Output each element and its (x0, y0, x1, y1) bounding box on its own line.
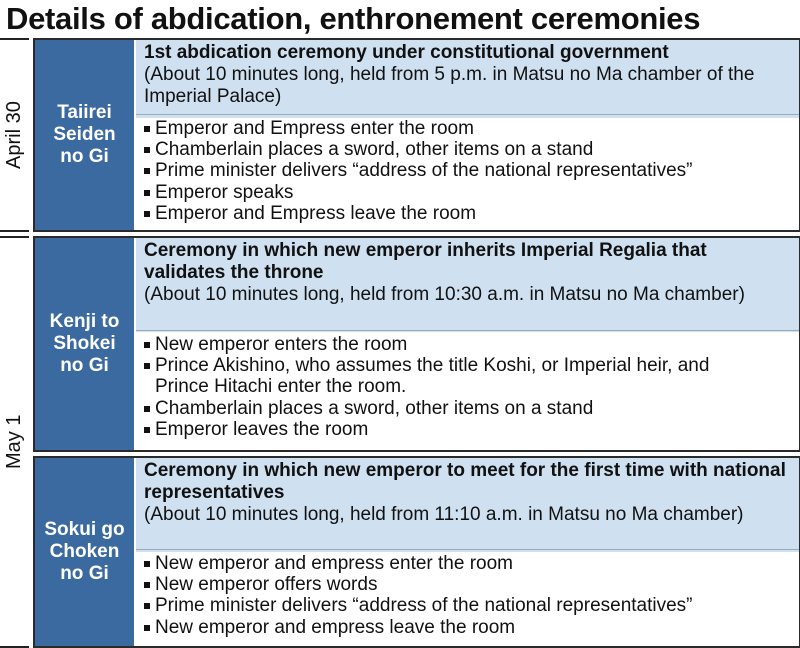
ceremony-name (35, 458, 134, 646)
page-title: Details of abdication, enthronement ceremonies (6, 1, 701, 36)
ceremony-heading: Ceremony in which new emperor to meet for the first time with national representatives (144, 460, 786, 503)
ceremony-name-line: Sokui go (44, 519, 125, 540)
list-item: Emperor leaves the room (143, 419, 795, 440)
ceremony-heading: 1st abdication ceremony under constitutional government (144, 42, 669, 63)
ceremony-name-line: no Gi (60, 146, 109, 167)
list-item: Prime minister delivers “address of the national representatives” (143, 160, 795, 181)
list-item: New emperor and empress leave the room (143, 617, 795, 638)
list-item: New emperor offers words (143, 574, 795, 595)
ceremony-heading: Ceremony in which new emperor inherits Imperial Regalia that validates the throne (144, 240, 707, 283)
ceremony-description: (About 10 minutes long, held from 11:10 a.m. in Matsu no Ma chamber) (144, 504, 744, 525)
list-item: Emperor and Empress leave the room (143, 203, 795, 224)
date-group-april-30 (0, 38, 29, 232)
ceremony-block-kenji (33, 236, 800, 452)
ceremony-name-line: no Gi (60, 563, 109, 584)
list-item: Prince Akishino, who assumes the title Koshi, or Imperial heir, and (143, 355, 795, 376)
list-item: Chamberlain places a sword, other items on a stand (143, 139, 795, 160)
ceremony-block-taiirei (33, 38, 800, 232)
list-item: New emperor enters the room (143, 334, 795, 355)
list-item: New emperor and empress enter the room (143, 553, 795, 574)
list-item: Emperor and Empress enter the room (143, 118, 795, 139)
ceremony-name-line: no Gi (60, 355, 109, 376)
ceremony-name (35, 238, 134, 450)
ceremony-steps (136, 114, 799, 230)
ceremony-header (136, 238, 799, 332)
ceremony-name (35, 40, 134, 230)
list-item: Chamberlain places a sword, other items on a stand (143, 398, 795, 419)
date-label-may-1: May 1 (3, 414, 25, 470)
ceremony-name-line: Choken (49, 541, 120, 562)
list-item: Emperor speaks (143, 182, 795, 203)
date-label-april-30: April 30 (3, 101, 25, 169)
ceremony-name-line: Kenji to (49, 311, 120, 332)
ceremony-name-line: Shokei (53, 333, 116, 354)
ceremony-header (136, 458, 799, 552)
ceremony-header (136, 40, 799, 118)
list-item: Prime minister delivers “address of the national representatives” (143, 595, 795, 616)
list-item-continuation: Prince Hitachi enter the room. (155, 376, 407, 398)
ceremony-description: (About 10 minutes long, held from 5 p.m. in Matsu no Ma chamber of the Imperial Palace) (144, 64, 755, 107)
ceremony-steps (136, 330, 799, 450)
ceremony-description: (About 10 minutes long, held from 10:30 a.m. in Matsu no Ma chamber) (144, 284, 745, 305)
ceremony-name-line: Seiden (53, 124, 116, 145)
ceremony-name-line: Taiirei (57, 102, 112, 123)
ceremony-steps (136, 549, 799, 646)
date-group-may-1 (0, 236, 29, 648)
ceremony-block-sokui (33, 456, 800, 648)
